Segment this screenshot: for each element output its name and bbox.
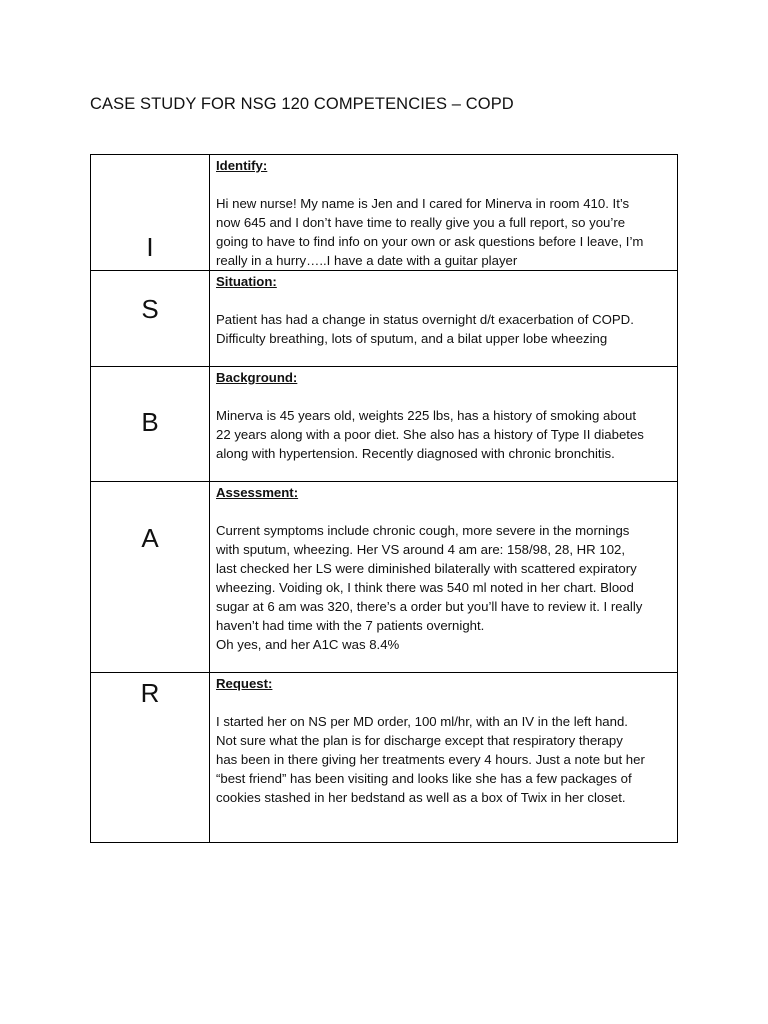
- section-heading-background: Background:: [216, 370, 298, 385]
- body-line: Minerva is 45 years old, weights 225 lbs, has a history of smoking about: [216, 408, 637, 423]
- sbar-row-request: [91, 673, 678, 843]
- sbar-letter-cell: [91, 271, 210, 367]
- section-heading-assessment: Assessment:: [216, 485, 299, 500]
- section-heading-identify: Identify:: [216, 158, 268, 173]
- body-line: Oh yes, and her A1C was 8.4%: [216, 637, 400, 652]
- body-line: I started her on NS per MD order, 100 ml/hr, with an IV in the left hand.: [216, 714, 628, 729]
- body-line: Not sure what the plan is for discharge except that respiratory therapy: [216, 733, 623, 748]
- body-line: sugar at 6 am was 320, there’s a order but you’ll have to review it. I really: [216, 599, 643, 614]
- section-heading-situation: Situation:: [216, 274, 277, 289]
- sbar-content-background: [210, 367, 678, 482]
- sbar-letter-cell: [91, 482, 210, 673]
- sbar-letter-cell: [91, 673, 210, 843]
- section-body-background: [216, 406, 673, 463]
- body-line: last checked her LS were diminished bilaterally with scattered expiratory: [216, 561, 637, 576]
- document-title: CASE STUDY FOR NSG 120 COMPETENCIES – COPD: [90, 95, 514, 113]
- section-body-assessment: [216, 521, 673, 654]
- body-line: 22 years along with a poor diet. She also has a history of Type II diabetes: [216, 427, 644, 442]
- sbar-table: [90, 154, 678, 843]
- body-line: “best friend” has been visiting and looks like she has a few packages of: [216, 771, 632, 786]
- body-line: Difficulty breathing, lots of sputum, and a bilat upper lobe wheezing: [216, 331, 608, 346]
- body-line: wheezing. Voiding ok, I think there was 540 ml noted in her chart. Blood: [216, 580, 634, 595]
- sbar-letter-r: R: [140, 678, 160, 708]
- sbar-content-request: [210, 673, 678, 843]
- sbar-letter-cell: [91, 155, 210, 271]
- sbar-content-situation: [210, 271, 678, 367]
- body-line: Current symptoms include chronic cough, more severe in the mornings: [216, 523, 630, 538]
- body-line: along with hypertension. Recently diagnosed with chronic bronchitis.: [216, 446, 615, 461]
- section-heading-request: Request:: [216, 676, 273, 691]
- body-line: now 645 and I don’t have time to really give you a full report, so you’re: [216, 215, 626, 230]
- sbar-letter-i: I: [146, 232, 154, 262]
- body-line: going to have to find info on your own or ask questions before I leave, I’m: [216, 234, 644, 249]
- sbar-row-assessment: [91, 482, 678, 673]
- body-line: haven’t had time with the 7 patients overnight.: [216, 618, 485, 633]
- sbar-letter-a: A: [141, 523, 159, 553]
- sbar-content-identify: [210, 155, 678, 271]
- sbar-row-situation: [91, 271, 678, 367]
- sbar-letter-s: S: [141, 294, 159, 324]
- section-body-request: [216, 712, 673, 807]
- section-body-situation: [216, 310, 673, 348]
- body-line: cookies stashed in her bedstand as well as a box of Twix in her closet.: [216, 790, 626, 805]
- body-line: Patient has had a change in status overnight d/t exacerbation of COPD.: [216, 312, 634, 327]
- body-line: really in a hurry…..I have a date with a guitar player: [216, 253, 518, 268]
- sbar-content-assessment: [210, 482, 678, 673]
- section-body-identify: [216, 194, 673, 270]
- body-line: Hi new nurse! My name is Jen and I cared for Minerva in room 410. It’s: [216, 196, 630, 211]
- sbar-letter-b: B: [141, 407, 159, 437]
- body-line: with sputum, wheezing. Her VS around 4 am are: 158/98, 28, HR 102,: [216, 542, 626, 557]
- sbar-letter-cell: [91, 367, 210, 482]
- sbar-row-identify: [91, 155, 678, 271]
- body-line: has been in there giving her treatments every 4 hours. Just a note but her: [216, 752, 645, 767]
- sbar-row-background: [91, 367, 678, 482]
